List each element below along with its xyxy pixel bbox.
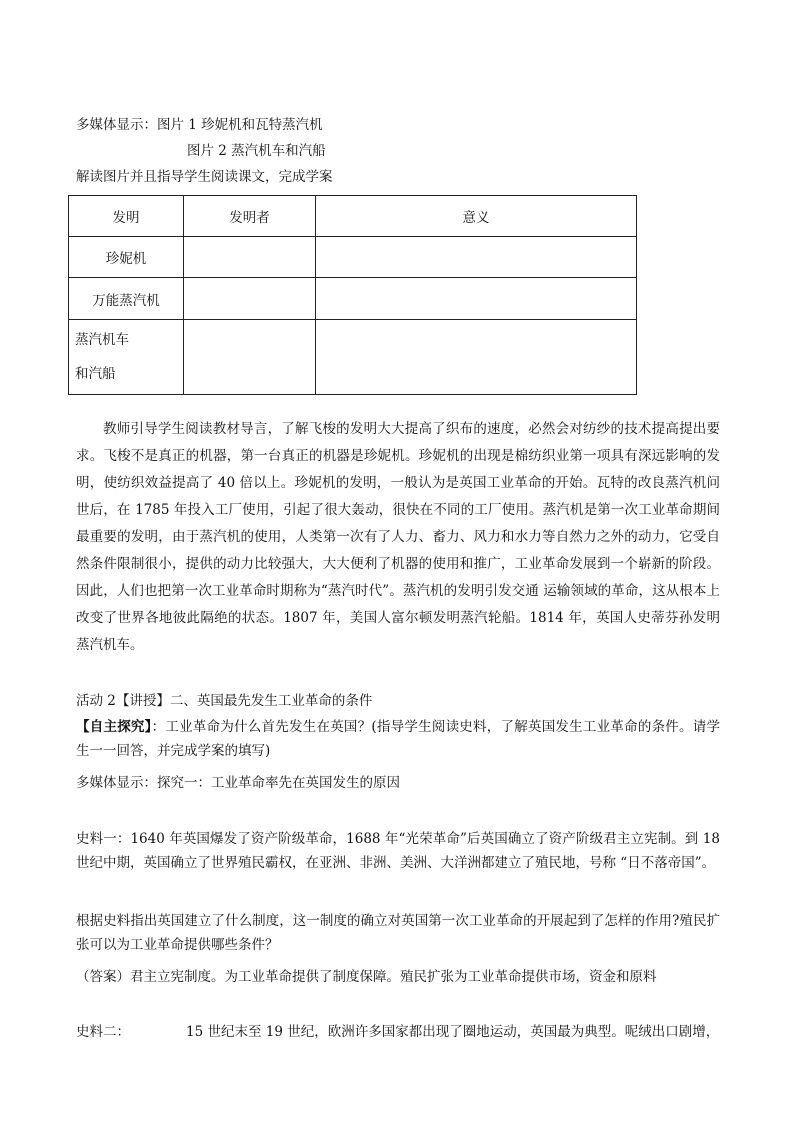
table-row — [69, 320, 637, 395]
multimedia-display-line-2: 图片 2 蒸汽机车和汽船 — [187, 143, 326, 159]
cell-invention-line-2: 和汽船 — [75, 366, 116, 382]
self-exploration-paragraph — [76, 715, 720, 763]
cell-invention — [69, 320, 184, 395]
cell-meaning — [316, 237, 637, 278]
header-meaning: 意义 — [316, 196, 637, 237]
multimedia-display-line-1: 多媒体显示：图片 1 珍妮机和瓦特蒸汽机 — [76, 117, 323, 133]
cell-invention: 珍妮机 — [69, 237, 184, 278]
multimedia-explore-line: 多媒体显示：探究一：工业革命率先在英国发生的原因 — [76, 775, 400, 791]
header-inventor: 发明者 — [184, 196, 316, 237]
activity-title: 活动 2【讲授】二、英国最先发生工业革命的条件 — [76, 693, 373, 709]
teacher-guidance-paragraph: 教师引导学生阅读教材导言，了解飞梭的发明大大提高了织布的速度，必然会对纺纱的技术提高提出要求。飞梭不是真正的机器，第一台真正的机器是珍妮机。珍妮机的出现是棉纺织业第一项具有深远影响的发明，使纺织效益提高了 40 倍以上。珍妮机的发明，一般认为是英国工业革命的开始。瓦特的改良蒸汽机问世后，在 1785 年投入工厂使用，引起了很大轰动，很快在不同的工厂使用。蒸汽机是第一次工业革命期间最重要的发明，由于蒸汽机的使用，人类第一次有了人力、畜力、风力和水力等自然力之外的动力，它受自然条件限制很小，提供的动力比较强大，大大便利了机器的使用和推广，工业革命发展到一个崭新的阶段。因此，人们也把第一次工业革命时期称为“蒸汽时代”。蒸汽机的发明引发交通 运输领域的革命，这从根本上改变了世界各地彼此隔绝的状态。1807 年，美国人富尔顿发明蒸汽轮船。1814 年，英国人史蒂芬孙发明蒸汽机车。 — [76, 421, 720, 653]
table-row — [69, 278, 637, 320]
table-header-row — [69, 196, 637, 237]
cell-invention: 万能蒸汽机 — [69, 278, 184, 320]
header-invention: 发明 — [69, 196, 184, 237]
source-two-text: 15 世纪末至 19 世纪，欧洲许多国家都出现了圈地运动，英国最为典型。呢绒出口剧增， — [186, 1024, 720, 1040]
source-one-paragraph: 史料一：1640 年英国爆发了资产阶级革命，1688 年“光荣革命”后英国确立了资产阶级君主立宪制。到 18 世纪中期，英国确立了世界殖民霸权，在亚洲、非洲、美洲、大洋洲都建立了殖民地，号称 “日不落帝国”。 — [76, 831, 720, 871]
cell-invention-line-1: 蒸汽机车 — [75, 332, 129, 348]
self-exploration-label: 【自主探究】 — [76, 719, 152, 735]
cell-inventor — [184, 320, 316, 395]
cell-inventor — [184, 278, 316, 320]
source-two-label: 史料二： — [76, 1024, 130, 1040]
table-row — [69, 237, 637, 278]
source-one-answer: （答案）君主立宪制度。为工业革命提供了制度保障。殖民扩张为工业革命提供市场，资金和原料 — [76, 969, 657, 985]
cell-meaning — [316, 278, 637, 320]
source-two-line — [76, 1022, 719, 1042]
source-one-question: 根据史料指出英国建立了什么制度，这一制度的确立对英国第一次工业革命的开展起到了怎样的作用?殖民扩张可以为工业革命提供哪些条件？ — [76, 913, 720, 953]
self-exploration-text: ：工业革命为什么首先发生在英国？(指导学生阅读史料，了解英国发生工业革命的条件。请学生一一回答，并完成学案的填写) — [76, 719, 721, 759]
cell-meaning — [316, 320, 637, 395]
instruction-line: 解读图片并且指导学生阅读课文，完成学案 — [76, 169, 333, 185]
cell-inventor — [184, 237, 316, 278]
invention-table — [68, 195, 637, 395]
